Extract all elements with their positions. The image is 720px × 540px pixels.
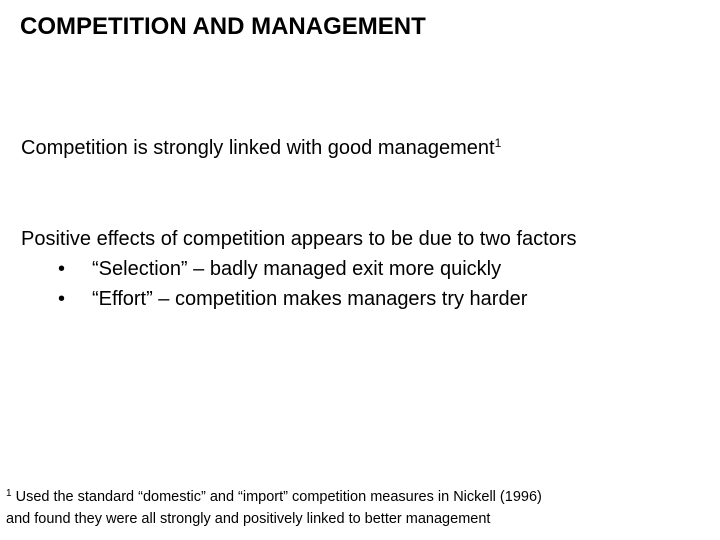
footnote-marker: 1 [6, 487, 12, 499]
positive-effects-block [21, 224, 577, 314]
bullet-icon: • [58, 288, 66, 310]
footnote [6, 486, 542, 530]
footnote-text-1: Used the standard “domestic” and “import” competition measures in Nickell (1996) [11, 489, 542, 505]
list-item-selection [21, 254, 577, 284]
slide-title: COMPETITION AND MANAGEMENT [20, 13, 426, 40]
statement-text: Competition is strongly linked with good management [21, 137, 495, 159]
footnote-line-2: and found they were all strongly and positively linked to better management [6, 511, 491, 527]
effects-intro: Positive effects of competition appears to be due to two factors [21, 228, 577, 250]
list-item-text: “Effort” – competition makes managers try harder [92, 288, 528, 310]
competition-statement [21, 134, 501, 162]
effects-list [21, 254, 577, 314]
list-item-text: “Selection” – badly managed exit more quickly [92, 258, 502, 280]
footnote-reference: 1 [494, 136, 502, 151]
footnote-line-1 [6, 486, 542, 508]
bullet-icon: • [58, 258, 66, 280]
list-item-effort [21, 284, 577, 314]
